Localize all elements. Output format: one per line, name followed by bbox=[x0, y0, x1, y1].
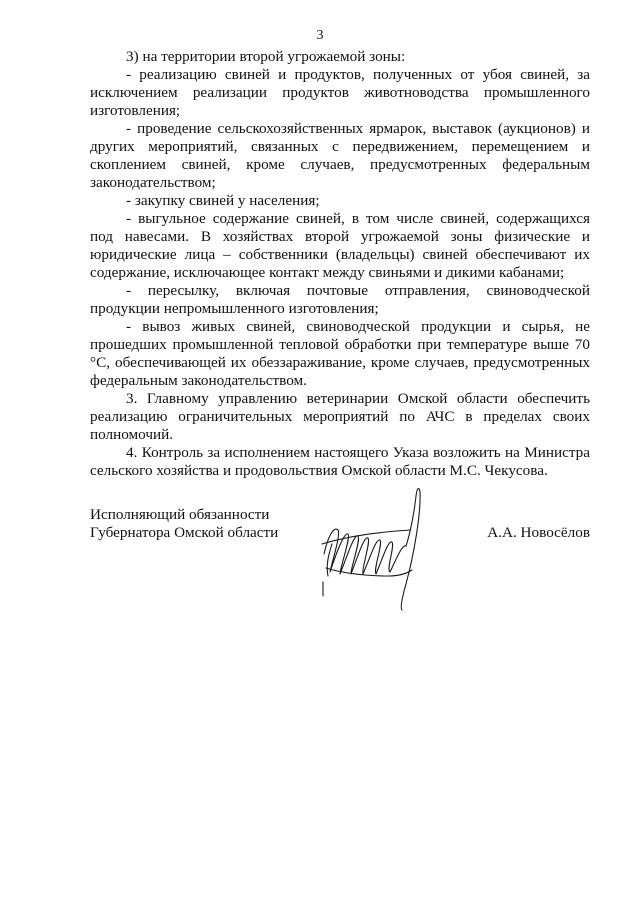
paragraph-clause-3: 3. Главному управлению ветеринарии Омской области обеспечить реализацию ограничительных мероприятий по АЧС в пределах своих полномочий. bbox=[90, 390, 590, 443]
paragraph-item-sale: - реализацию свиней и продуктов, полученных от убоя свиней, за исключением реализации продуктов животноводства промышленного изготовления; bbox=[90, 66, 590, 119]
page-number: 3 bbox=[316, 28, 324, 43]
signatory-position-line-1: Исполняющий обязанности bbox=[90, 506, 270, 523]
signatory-position bbox=[90, 506, 278, 542]
signatory-position-line-2: Губернатора Омской области bbox=[90, 524, 279, 541]
signatory-name: А.А. Новосёлов bbox=[487, 524, 590, 541]
paragraph-item-free-range: - выгульное содержание свиней, в том числе свиней, содержащихся под навесами. В хозяйствах второй угрожаемой зоны физические и юридические лица – собственники (владельцы) свиней обеспечивают их содержание, исключающее контакт между свиньями и дикими кабанами; bbox=[90, 210, 590, 281]
paragraph-item-fairs: - проведение сельскохозяйственных ярмарок, выставок (аукционов) и других мероприятий, связанных с передвижением, перемещением и скоплением свиней, кроме случаев, предусмотренных федеральным законодательством; bbox=[90, 120, 590, 191]
paragraph-item-export: - вывоз живых свиней, свиноводческой продукции и сырья, не прошедших промышленной тепловой обработки при температуре выше 70 °С, обеспечивающей их обеззараживание, кроме случаев, предусмотренных федеральным законодательством. bbox=[90, 318, 590, 389]
paragraph-clause-4: 4. Контроль за исполнением настоящего Указа возложить на Министра сельского хозяйства и продовольствия Омской области М.С. Чекусова. bbox=[90, 444, 590, 479]
paragraph-item-mailing: - пересылку, включая почтовые отправления, свиноводческой продукции непромышленного изготовления; bbox=[90, 282, 590, 317]
document-body bbox=[90, 48, 590, 480]
signature-block bbox=[90, 506, 590, 616]
paragraph-zone-heading: 3) на территории второй угрожаемой зоны: bbox=[126, 48, 406, 65]
paragraph-item-purchase: - закупку свиней у населения; bbox=[126, 192, 320, 209]
handwritten-signature bbox=[318, 484, 428, 614]
